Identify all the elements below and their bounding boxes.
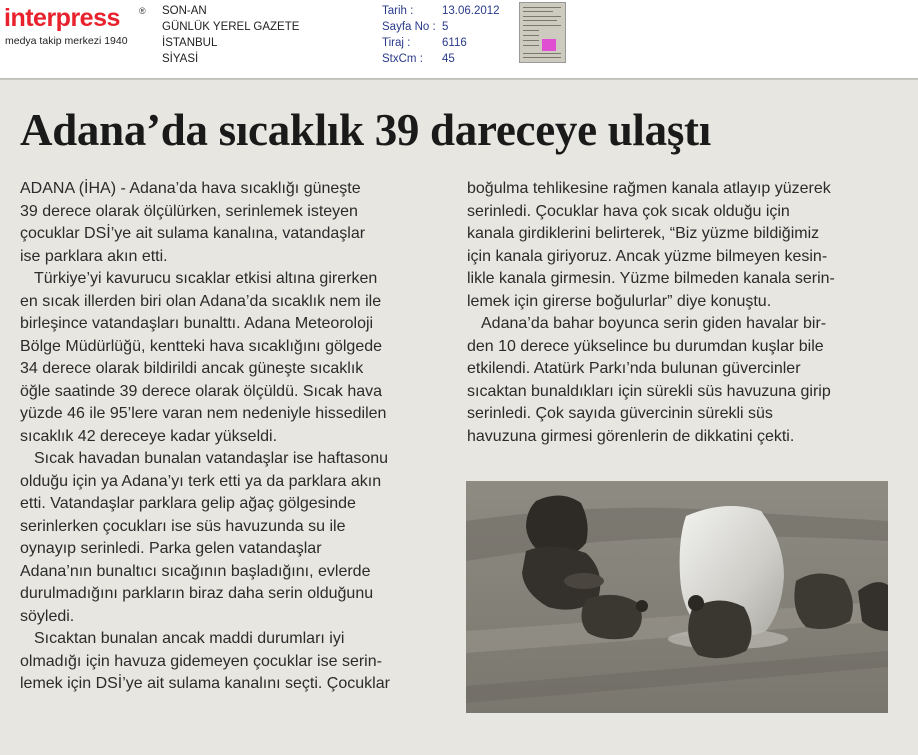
article-text-line: en sıcak illerden biri olan Adana’da sıcaklık nem ile: [20, 292, 382, 310]
article-text-line: Sıcaktan bunalan ancak maddi durumları iyi: [34, 630, 345, 647]
article-text-line: olduğu için ya Adana’yı terk etti ya da parklara akın: [20, 472, 382, 490]
publication-name: SON-AN: [162, 5, 207, 17]
article-text-line: Adana’da bahar boyunca serin giden havalar bir-: [481, 315, 827, 332]
article-text-line: olmadığı için havuza gidemeyen çocuklar ise serin-: [20, 652, 382, 670]
article-text-line: serinledi. Çok sayıda güvercinin sürekli süs: [467, 405, 773, 422]
page-label: Sayfa No :: [382, 21, 436, 33]
circulation-label: Tiraj :: [382, 37, 411, 49]
article-left-column: [20, 178, 458, 696]
stxcm-label: StxCm :: [382, 53, 423, 65]
article-text-line: ADANA (İHA) - Adana’da hava sıcaklığı güneşte: [20, 180, 361, 197]
publication-type: GÜNLÜK YEREL GAZETE: [162, 21, 300, 33]
article-text-line: için kanala giriyoruz. Ancak yüzme bilmeyen kesin-: [467, 247, 828, 265]
publication-city: İSTANBUL: [162, 37, 218, 49]
page-value: 5: [442, 21, 449, 33]
article-text-line: oynayıp serinledi. Parka gelen vatandaşlar: [20, 540, 322, 557]
clipping-header: [0, 0, 918, 78]
article-headline: Adana’da sıcaklık 39 dareceye ulaştı: [20, 105, 711, 155]
article-text-line: durulmadığını parkların biraz daha serin olduğunu: [20, 585, 374, 602]
interpress-logo: interpress: [4, 4, 120, 32]
article-text-line: den 10 derece yükselince bu durumdan kuşlar bile: [467, 337, 824, 355]
article-text-line: Adana’nın bunaltıcı sıcağının başladığını, evlerde: [20, 562, 371, 580]
article-text-line: sıcaktan bunaldıkları için sürekli süs havuzuna girip: [467, 382, 831, 400]
article-text-line: öğle saatinde 39 derece olarak ölçüldü. Sıcak hava: [20, 382, 383, 400]
article-photo: [466, 481, 888, 713]
date-label: Tarih :: [382, 5, 414, 17]
article-right-column: [467, 178, 887, 448]
article-text-line: boğulma tehlikesine rağmen kanala atlayıp yüzerek: [467, 180, 831, 197]
article-text-line: etti. Vatandaşlar parklara gelip ağaç gölgesinde: [20, 495, 356, 512]
page-thumbnail[interactable]: [519, 2, 566, 63]
pigeons-fountain-image: [466, 481, 888, 713]
article-text-line: lemek için DSİ’ye ait sulama kanalını seçti. Çocuklar: [20, 675, 390, 692]
article-text-line: Bölge Müdürlüğü, kentteki hava sıcaklığını gölgede: [20, 337, 383, 355]
logo-tagline: medya takip merkezi 1940: [5, 35, 128, 47]
article-text-line: söyledi.: [20, 607, 75, 625]
article-text-line: birleşince vatandaşları bunalttı. Adana Meteoroloji: [20, 315, 374, 332]
stxcm-value: 45: [442, 53, 455, 65]
registered-mark: ®: [139, 6, 146, 16]
article-text-line: ise parklara akın etti.: [20, 247, 168, 265]
article-text-line: kanala girdiklerini belirterek, “Biz yüzme bildiğimiz: [467, 225, 820, 242]
article-text-line: serinlerken çocukları ise süs havuzunda su ile: [20, 517, 346, 535]
publication-info: [162, 3, 299, 67]
article-text-line: yüzde 46 ile 95’lere varan nem nedeniyle hissedilen: [20, 405, 387, 422]
article-text-line: Sıcak havadan bunalan vatandaşlar ise haftasonu: [34, 450, 389, 467]
article-text-line: serinledi. Çocuklar hava çok sıcak olduğu için: [467, 202, 790, 220]
article-text-line: etkilendi. Atatürk Parkı’nda bulunan güvercinler: [467, 360, 801, 377]
date-value: 13.06.2012: [442, 5, 500, 17]
article-text-line: Türkiye’yi kavurucu sıcaklar etkisi altına girerken: [34, 270, 378, 287]
publication-category: SİYASİ: [162, 53, 199, 65]
article-text-line: 34 derece olarak bildirildi ancak güneşte sıcaklık: [20, 360, 364, 377]
clipping-location-marker: [542, 39, 556, 51]
article-text-line: havuzuna girmesi görenlerin de dikkatini çekti.: [467, 427, 795, 445]
meta-labels: [382, 3, 436, 67]
article-text-line: lemek için girerse boğulurlar” diye konuştu.: [467, 292, 772, 310]
article-text-line: 39 derece olarak ölçülürken, serinlemek isteyen: [20, 202, 358, 220]
meta-values: [442, 3, 500, 67]
circulation-value: 6116: [442, 37, 467, 49]
article-text-line: çocuklar DSİ’ye ait sulama kanalına, vatandaşlar: [20, 225, 366, 242]
article-text-line: likle kanala girmesin. Yüzme bilmeden kanala serin-: [467, 270, 835, 287]
article-text-line: sıcaklık 42 dereceye kadar yükseldi.: [20, 427, 278, 445]
